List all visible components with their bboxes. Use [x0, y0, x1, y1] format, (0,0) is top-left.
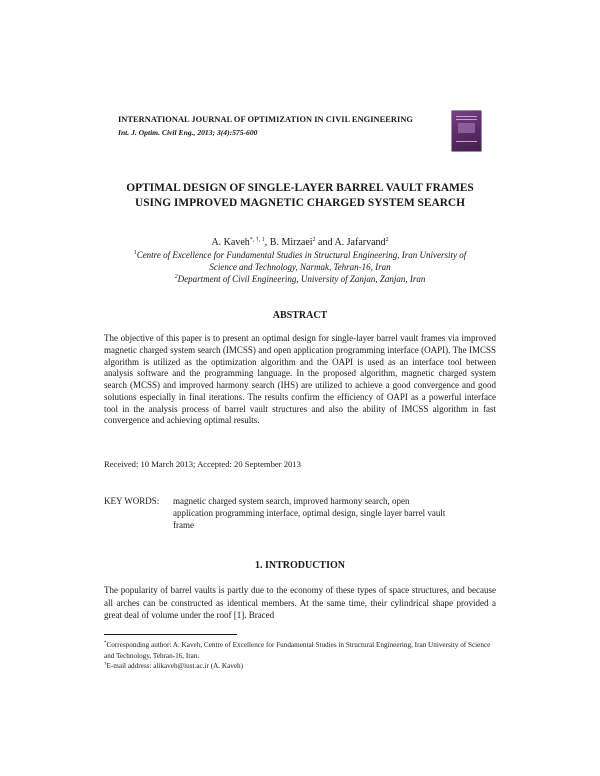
journal-cover-thumbnail: [452, 111, 481, 151]
footnote-1-text: Corresponding author: A. Kaveh, Centre of Excellence for Fundamental Studies in Structural Engineering, Iran University of Science and Technology, Tehran-16, Iran.: [104, 641, 491, 660]
journal-reference: Int. J. Optim. Civil Eng., 2013; 3(4):575-600: [118, 128, 258, 137]
abstract-text: The objective of this paper is to present an optimal design for single-layer barrel vault frames via improved magnetic charged system search (IMCSS) and open application programming interface (OAPI). The IMCSS algorithm is utilized as the optimization algorithm and the OAPI is used as an interface tool between analysis software and the programming language. In the proposed algorithm, magnetic charged system search (MCSS) and improved harmony search (IHS) are utilized to achieve a good convergence and good solutions especially in final iterations. The results confirm the efficiency of OAPI as a powerful interface tool in the analysis process of barrel vault structures and also the ability of IMCSS algorithm in fast convergence and achieving optimal results.: [104, 333, 496, 426]
author-1-marks: *, †, 1: [249, 237, 265, 243]
author-separator-1: ,: [264, 237, 270, 248]
author-list: [60, 236, 540, 249]
author-1: A. Kaveh: [211, 237, 250, 248]
footnote-2-text: E-mail address: alikaveh@iust.ac.ir (A. Kaveh): [106, 662, 244, 670]
affiliation-1-mark: 1: [133, 250, 137, 256]
footnote-1: [104, 640, 496, 661]
footnotes: [104, 640, 496, 672]
keywords-line-2: application programming interface, optimal design, single layer barrel vault: [173, 508, 446, 518]
author-separator-2: and: [315, 237, 335, 248]
affiliation-2-line-1: Department of Civil Engineering, University of Zanjan, Zanjan, Iran: [177, 274, 426, 284]
affiliation-1: [60, 249, 540, 273]
affiliation-1-line-2: Science and Technology, Narmak, Tehran-16, Iran: [209, 262, 391, 272]
footnote-divider: [104, 634, 237, 635]
title-line-1: OPTIMAL DESIGN OF SINGLE-LAYER BARREL VAULT FRAMES: [126, 182, 474, 194]
introduction-heading: 1. INTRODUCTION: [254, 560, 345, 571]
affiliation-1-line-1: Centre of Excellence for Fundamental Studies in Structural Engineering, Iran University of: [136, 250, 467, 260]
keywords: [104, 495, 496, 531]
author-3: A. Jafarvand: [334, 237, 386, 248]
footnote-2: [104, 661, 496, 672]
journal-name: INTERNATIONAL JOURNAL OF OPTIMIZATION IN CIVIL ENGINEERING: [118, 115, 413, 124]
keywords-line-3: frame: [173, 520, 194, 530]
introduction-text: The popularity of barrel vaults is partly due to the economy of these types of space structures, and because all arches can be constructed as identical members. At the same time, their cylindrical shape provided a great deal of volume under the roof [1]. Braced: [104, 585, 496, 620]
journal-header: [118, 114, 448, 138]
paper-title: [60, 181, 540, 211]
author-3-marks: 2: [385, 237, 389, 243]
keywords-line-1: magnetic charged system search, improved harmony search, open: [173, 496, 410, 506]
affiliation-2-mark: 2: [174, 274, 178, 280]
title-line-2: USING IMPROVED MAGNETIC CHARGED SYSTEM SEARCH: [134, 197, 466, 209]
keywords-label: KEY WORDS:: [104, 496, 160, 506]
abstract-heading: ABSTRACT: [272, 310, 328, 321]
author-2-marks: 2: [312, 237, 316, 243]
affiliation-2: [60, 273, 540, 285]
footnote-2-mark: †: [104, 662, 107, 667]
author-2: B. Mirzaei: [269, 237, 313, 248]
received-dates: Received: 10 March 2013; Accepted: 20 September 2013: [104, 459, 301, 469]
footnote-1-mark: *: [104, 641, 107, 646]
